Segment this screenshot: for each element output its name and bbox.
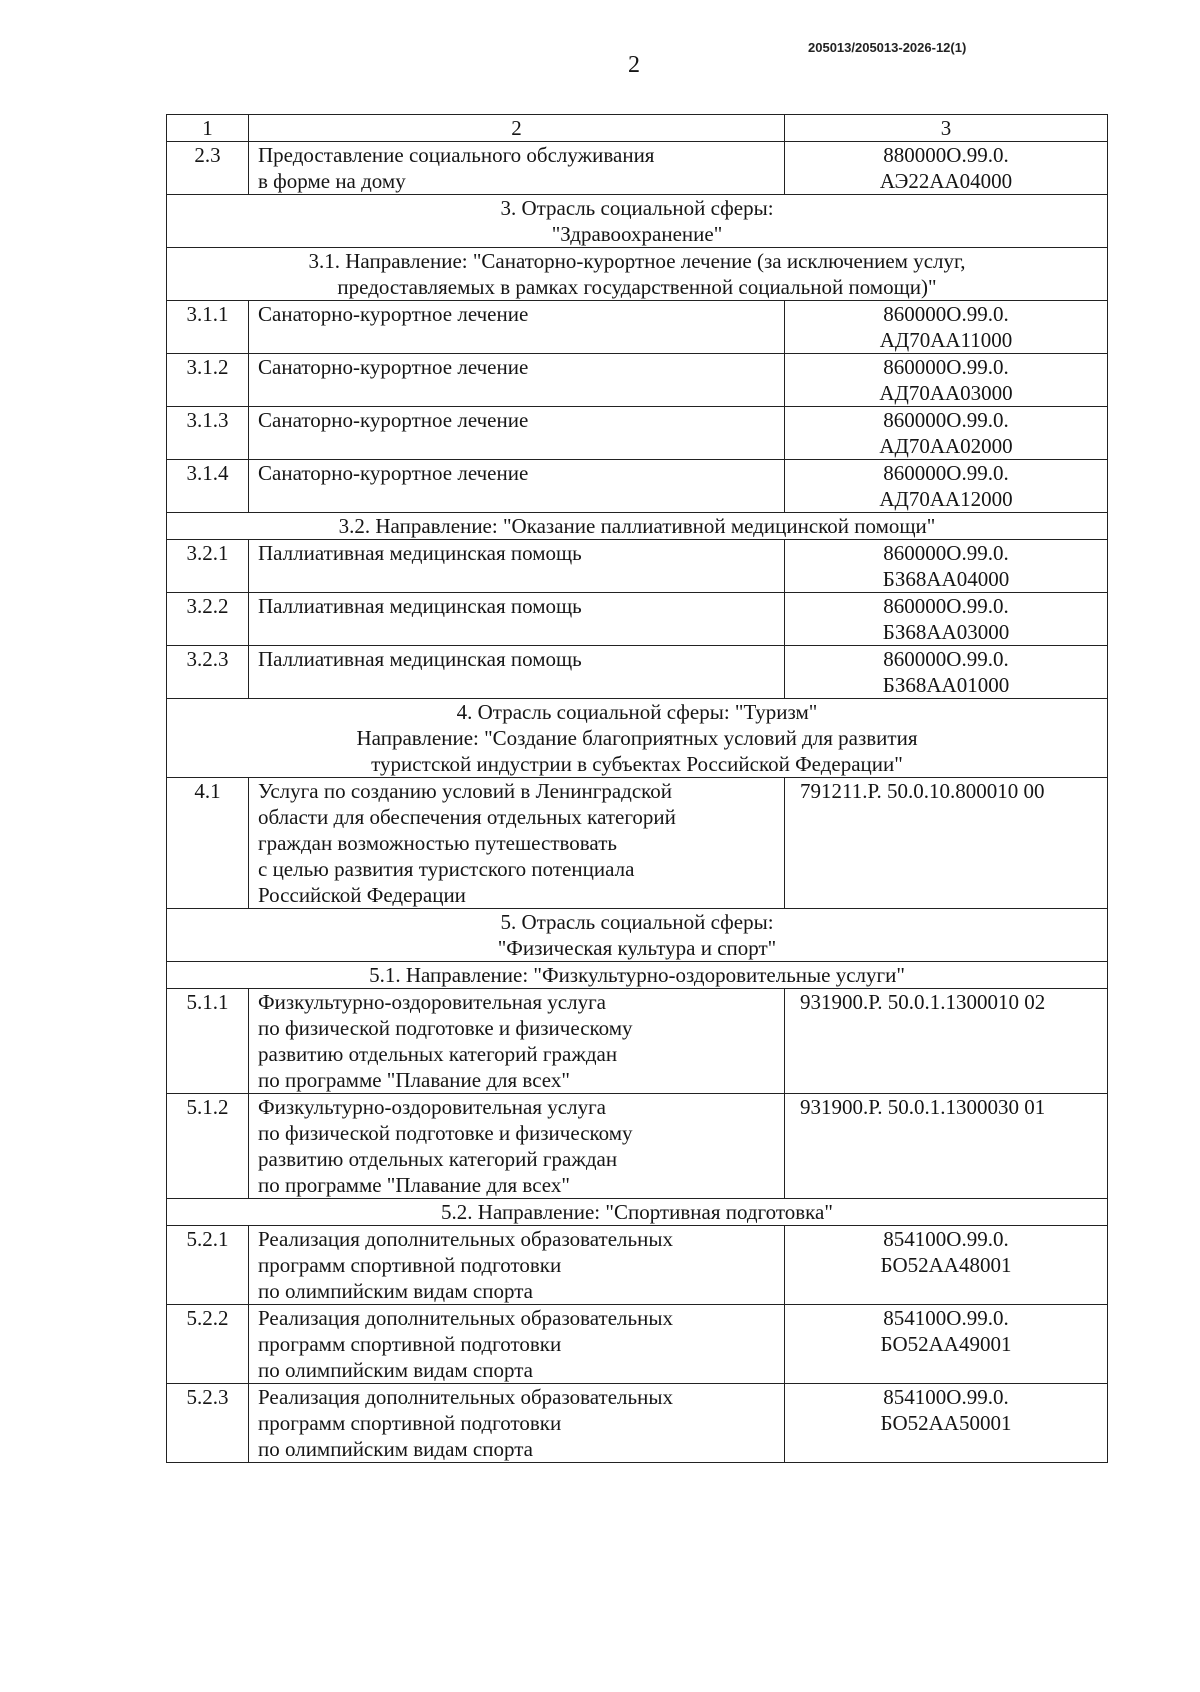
service-name: Санаторно-курортное лечение [249, 460, 785, 513]
table-row [167, 1305, 1108, 1384]
column-header: 1 [167, 115, 249, 142]
service-name [249, 1226, 785, 1305]
document-id: 205013/205013-2026-12(1) [808, 40, 967, 55]
row-number: 5.2.2 [167, 1305, 249, 1384]
service-name: Санаторно-курортное лечение [249, 301, 785, 354]
registry-code [785, 1384, 1108, 1463]
table-row [167, 646, 1108, 699]
text-line: 860000О.99.0. [883, 541, 1009, 565]
text-line: Услуга по созданию условий в Ленинградской [258, 779, 673, 803]
text-line: по физической подготовке и физическому [258, 1121, 633, 1145]
row-number: 3.1.2 [167, 354, 249, 407]
text-line: программ спортивной подготовки [258, 1253, 562, 1277]
text-line: программ спортивной подготовки [258, 1332, 562, 1356]
section-header-row [167, 195, 1108, 248]
registry-code: 931900.Р. 50.0.1.1300030 01 [785, 1094, 1108, 1199]
service-name: Паллиативная медицинская помощь [249, 593, 785, 646]
table-row [167, 989, 1108, 1094]
text-line: по олимпийским видам спорта [258, 1279, 533, 1303]
column-header: 3 [785, 115, 1108, 142]
text-line: 854100О.99.0. [883, 1227, 1009, 1251]
table-row [167, 354, 1108, 407]
registry-code [785, 540, 1108, 593]
service-name: Паллиативная медицинская помощь [249, 646, 785, 699]
registry-code [785, 142, 1108, 195]
text-line: 860000О.99.0. [883, 355, 1009, 379]
text-line: Реализация дополнительных образовательных [258, 1306, 673, 1330]
text-line: с целью развития туристского потенциала [258, 857, 635, 881]
text-line: области для обеспечения отдельных категорий [258, 805, 676, 829]
text-line: БЗ68АА04000 [882, 567, 1010, 591]
text-line: 860000О.99.0. [883, 594, 1009, 618]
text-line: 860000О.99.0. [883, 408, 1009, 432]
table-row [167, 778, 1108, 909]
text-line: Реализация дополнительных образовательных [258, 1385, 673, 1409]
text-line: 3.1. Направление: "Санаторно-курортное лечение (за исключением услуг, [308, 249, 966, 273]
section-header-row [167, 962, 1108, 989]
text-line: Предоставление социального обслуживания [258, 143, 655, 167]
service-name [249, 142, 785, 195]
registry-code [785, 593, 1108, 646]
section-heading [167, 699, 1108, 778]
text-line: по программе "Плавание для всех" [258, 1173, 570, 1197]
text-line: туристской индустрии в субъектах Российской Федерации" [371, 752, 903, 776]
section-header-row [167, 909, 1108, 962]
row-number: 5.2.1 [167, 1226, 249, 1305]
text-line: АЭ22АА04000 [879, 169, 1013, 193]
services-table [166, 114, 1108, 1463]
registry-code: 791211.Р. 50.0.10.800010 00 [785, 778, 1108, 909]
text-line: БЗ68АА03000 [882, 620, 1010, 644]
row-number: 5.2.3 [167, 1384, 249, 1463]
table-row [167, 540, 1108, 593]
row-number: 3.2.1 [167, 540, 249, 593]
row-number: 3.2.2 [167, 593, 249, 646]
text-line: "Физическая культура и спорт" [497, 936, 777, 960]
text-line: Физкультурно-оздоровительная услуга [258, 990, 607, 1014]
table-header-row [167, 115, 1108, 142]
service-name [249, 1305, 785, 1384]
text-line: 860000О.99.0. [883, 461, 1009, 485]
registry-code [785, 1226, 1108, 1305]
table-row [167, 142, 1108, 195]
registry-code [785, 301, 1108, 354]
table-row [167, 407, 1108, 460]
service-name: Санаторно-курортное лечение [249, 354, 785, 407]
table-row [167, 1226, 1108, 1305]
text-line: АД70АА12000 [879, 487, 1013, 511]
text-line: АД70АА03000 [879, 381, 1013, 405]
text-line: 854100О.99.0. [883, 1385, 1009, 1409]
text-line: граждан возможностью путешествовать [258, 831, 617, 855]
text-line: БО52АА48001 [880, 1253, 1012, 1277]
row-number: 3.1.3 [167, 407, 249, 460]
text-line: БЗ68АА01000 [882, 673, 1010, 697]
registry-code [785, 646, 1108, 699]
table-row [167, 301, 1108, 354]
text-line: развитию отдельных категорий граждан [258, 1147, 618, 1171]
text-line: 5. Отрасль социальной сферы: [500, 910, 774, 934]
service-name: Паллиативная медицинская помощь [249, 540, 785, 593]
service-name [249, 989, 785, 1094]
row-number: 3.1.4 [167, 460, 249, 513]
text-line: предоставляемых в рамках государственной социальной помощи)" [337, 275, 937, 299]
text-line: по физической подготовке и физическому [258, 1016, 633, 1040]
service-name [249, 1094, 785, 1199]
section-header-row [167, 513, 1108, 540]
section-header-row [167, 699, 1108, 778]
text-line: по олимпийским видам спорта [258, 1358, 533, 1382]
row-number: 5.1.1 [167, 989, 249, 1094]
service-name: Санаторно-курортное лечение [249, 407, 785, 460]
row-number: 3.1.1 [167, 301, 249, 354]
registry-code: 931900.Р. 50.0.1.1300010 02 [785, 989, 1108, 1094]
section-header-row [167, 1199, 1108, 1226]
registry-code [785, 407, 1108, 460]
text-line: 3. Отрасль социальной сферы: [500, 196, 774, 220]
text-line: Российской Федерации [258, 883, 466, 907]
text-line: в форме на дому [258, 169, 406, 193]
row-number: 3.2.3 [167, 646, 249, 699]
page-number: 2 [628, 52, 640, 78]
table-row [167, 1094, 1108, 1199]
text-line: программ спортивной подготовки [258, 1411, 562, 1435]
text-line: АД70АА11000 [879, 328, 1013, 352]
row-number: 4.1 [167, 778, 249, 909]
text-line: АД70АА02000 [879, 434, 1013, 458]
direction-heading [167, 248, 1108, 301]
text-line: 854100О.99.0. [883, 1306, 1009, 1330]
text-line: Направление: "Создание благоприятных условий для развития [356, 726, 918, 750]
registry-code [785, 460, 1108, 513]
text-line: БО52АА49001 [880, 1332, 1012, 1356]
text-line: 860000О.99.0. [883, 647, 1009, 671]
section-header-row [167, 248, 1108, 301]
section-heading [167, 909, 1108, 962]
text-line: 880000О.99.0. [883, 143, 1009, 167]
text-line: "Здравоохранение" [551, 222, 723, 246]
registry-code [785, 354, 1108, 407]
direction-heading: 3.2. Направление: "Оказание паллиативной медицинской помощи" [167, 513, 1108, 540]
text-line: Реализация дополнительных образовательных [258, 1227, 673, 1251]
table-row [167, 593, 1108, 646]
service-name [249, 778, 785, 909]
text-line: Физкультурно-оздоровительная услуга [258, 1095, 607, 1119]
text-line: БО52АА50001 [880, 1411, 1012, 1435]
registry-code [785, 1305, 1108, 1384]
text-line: развитию отдельных категорий граждан [258, 1042, 618, 1066]
direction-heading: 5.2. Направление: "Спортивная подготовка" [167, 1199, 1108, 1226]
text-line: по программе "Плавание для всех" [258, 1068, 570, 1092]
direction-heading: 5.1. Направление: "Физкультурно-оздоровительные услуги" [167, 962, 1108, 989]
row-number: 5.1.2 [167, 1094, 249, 1199]
text-line: 4. Отрасль социальной сферы: "Туризм" [456, 700, 818, 724]
text-line: 860000О.99.0. [883, 302, 1009, 326]
row-number: 2.3 [167, 142, 249, 195]
column-header: 2 [249, 115, 785, 142]
table-row [167, 460, 1108, 513]
text-line: по олимпийским видам спорта [258, 1437, 533, 1461]
section-heading [167, 195, 1108, 248]
service-name [249, 1384, 785, 1463]
table-row [167, 1384, 1108, 1463]
